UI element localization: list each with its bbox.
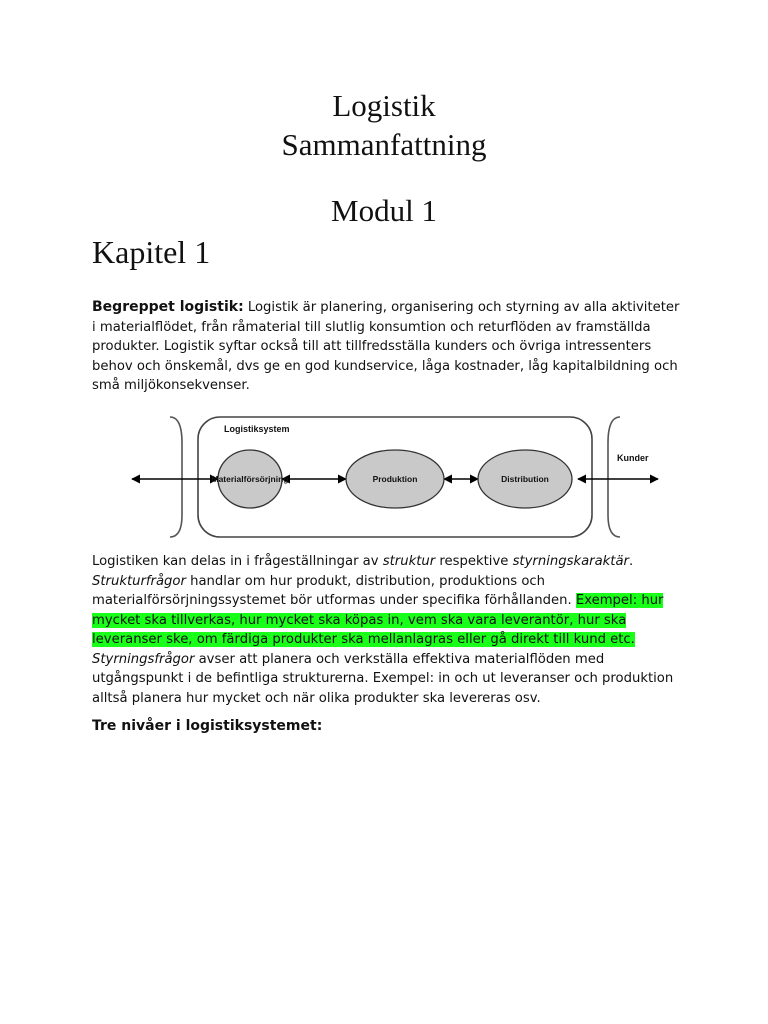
left-bracket [170,417,182,537]
document-subtitle: Sammanfattning [281,127,487,162]
structure-paragraph [92,552,682,708]
module-heading: Modul 1 [331,193,437,228]
definition-text: Logistik är planering, organisering och styrning av alla aktiviteter i materialflödet, från råmaterial till slutlig konsumtion och returflöden av framställda produkter. Logistik syftar också till att tillfredsställa kunders och övriga intressenters behov och önskemål, dvs ge en god kundservice, låga kostnader, låg kapitalbildning och små miljökonsekvenser. [92,300,680,393]
section-heading: Tre nivåer i logistiksystemet: [92,718,323,734]
system-label: Logistiksystem [224,424,290,434]
document-title: Logistik [332,88,436,123]
text-run: respektive [435,554,513,569]
term-struktur: struktur [382,554,436,569]
node-label: Distribution [501,474,549,484]
logistics-definition [92,298,682,396]
term-strukturfragor: Strukturfrågor [92,573,186,589]
logistics-system-diagram [120,403,665,543]
term-styrningskaraktar: styrningskaraktär [512,554,629,569]
customer-label: Kunder [617,453,649,463]
definition-term: Begreppet logistik: [92,299,244,315]
node-label: Produktion [372,474,418,484]
chapter-heading: Kapitel 1 [92,234,211,270]
right-bracket [608,417,620,537]
node-label: Materialförsörjning [211,474,289,484]
term-styrningsfragor: Styrningsfrågor [92,651,195,667]
highlighted-example: Exempel: hur mycket ska tillverkas, hur mycket ska köpas in, vem ska vara leverantör, hur ska leveranser ske, om färdiga produkter ska mellanlagras eller gå direkt till kund etc. [92,593,664,647]
text-run: handlar om hur produkt, distribution, produktions och materialförsörjningssystemet bör utformas under specifika förhållanden. [92,573,576,608]
text-run: Logistiken kan delas in i frågeställningar av [92,554,383,569]
text-run: avser att planera och verkställa effektiva materialflöden med utgångspunkt i de befintliga strukturerna. Exempel: in och ut leveranser och produktion alltså planera hur mycket och när olika produkter ska levereras osv. [92,651,674,706]
text-run: . [628,554,634,569]
